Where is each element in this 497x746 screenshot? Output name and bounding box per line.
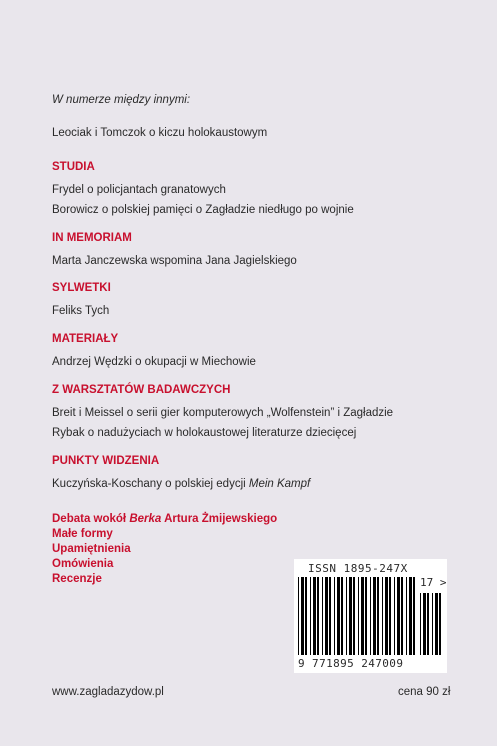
barcode-bar bbox=[397, 577, 400, 655]
barcode-bar bbox=[382, 577, 383, 655]
debate-prefix: Debata wokół bbox=[52, 513, 130, 525]
section-line: Feliks Tych bbox=[52, 305, 110, 317]
barcode-bar bbox=[329, 577, 331, 655]
barcode-bar bbox=[341, 577, 343, 655]
barcode-bar bbox=[313, 577, 316, 655]
section-studia bbox=[52, 160, 354, 220]
barcode-bar bbox=[301, 577, 304, 655]
barcode-bar bbox=[325, 577, 328, 655]
barcode-bar bbox=[310, 577, 311, 655]
barcode-bar bbox=[298, 577, 299, 655]
barcode-bar bbox=[385, 577, 388, 655]
section-punkty-widzenia bbox=[52, 454, 310, 494]
barcode-bar bbox=[401, 577, 403, 655]
book-title: Mein Kampf bbox=[248, 478, 311, 490]
section-title: Z WARSZTATÓW BADAWCZYCH bbox=[52, 384, 231, 396]
section-line: Breit i Meissel o serii gier komputerowych „Wolfenstein” i Zagładzie bbox=[52, 407, 394, 419]
section-title: SYLWETKI bbox=[52, 282, 111, 294]
debate-title: Berka bbox=[129, 513, 162, 525]
barcode-bar bbox=[373, 577, 376, 655]
debate-suffix: Artura Żmijewskiego bbox=[161, 513, 278, 525]
intro-heading: W numerze między innymi: bbox=[52, 94, 191, 106]
barcode-bar bbox=[432, 593, 433, 655]
section-sylwetki bbox=[52, 281, 111, 321]
section-line: Marta Janczewska wspomina Jana Jagielskiego bbox=[52, 255, 297, 267]
section-line bbox=[52, 474, 310, 494]
lead-article: Leociak i Tomczok o kiczu holokaustowym bbox=[52, 127, 268, 139]
barcode-number: 9 771895 247009 bbox=[298, 657, 404, 670]
barcode-bar bbox=[305, 577, 307, 655]
section-title: MATERIAŁY bbox=[52, 333, 119, 345]
barcode-bar bbox=[439, 593, 441, 655]
chevron-right-icon: > bbox=[439, 576, 447, 589]
section-line: Borowicz o polskiej pamięci o Zagładzie niedługo po wojnie bbox=[52, 204, 354, 216]
barcode-bar bbox=[409, 577, 412, 655]
barcode-bar bbox=[394, 577, 395, 655]
barcode-bar bbox=[337, 577, 340, 655]
barcode-bar bbox=[353, 577, 355, 655]
barcode-bar bbox=[389, 577, 391, 655]
section-materialy bbox=[52, 332, 256, 372]
extras-item: Recenzje bbox=[52, 573, 102, 585]
debate-line bbox=[52, 512, 277, 527]
barcode-bar bbox=[361, 577, 364, 655]
issn-label: ISSN 1895-247X bbox=[308, 562, 408, 575]
section-title: IN MEMORIAM bbox=[52, 232, 132, 244]
extras-item: Małe formy bbox=[52, 528, 113, 540]
website-link[interactable]: www.zagladazydow.pl bbox=[52, 686, 164, 698]
barcode-bar bbox=[423, 593, 426, 655]
barcode-bar bbox=[406, 577, 407, 655]
barcode-bar bbox=[358, 577, 359, 655]
line-text: Kuczyńska-Koschany o polskiej edycji bbox=[52, 478, 249, 490]
barcode-bar bbox=[435, 593, 438, 655]
extras-item: Upamiętnienia bbox=[52, 543, 131, 555]
barcode-bars bbox=[298, 577, 418, 655]
barcode-bar bbox=[427, 593, 429, 655]
section-line: Rybak o nadużyciach w holokaustowej literaturze dziecięcej bbox=[52, 427, 357, 439]
barcode-addon-number: 17 bbox=[420, 576, 434, 589]
extras-item: Omówienia bbox=[52, 558, 114, 570]
section-title: STUDIA bbox=[52, 161, 95, 173]
barcode-addon-label bbox=[420, 576, 447, 589]
barcode-bar bbox=[370, 577, 371, 655]
price-label: cena 90 zł bbox=[398, 686, 451, 698]
section-line: Andrzej Wędzki o okupacji w Miechowie bbox=[52, 356, 256, 368]
barcode-bar bbox=[377, 577, 379, 655]
barcode-bar bbox=[349, 577, 352, 655]
section-z-warsztatow bbox=[52, 383, 393, 443]
barcode-bar bbox=[365, 577, 367, 655]
isbn-barcode bbox=[294, 559, 447, 673]
barcode-bar bbox=[420, 593, 421, 655]
section-in-memoriam bbox=[52, 231, 297, 271]
extras-list bbox=[52, 512, 277, 587]
barcode-bar bbox=[317, 577, 319, 655]
barcode-bar bbox=[413, 577, 415, 655]
barcode-addon-bars bbox=[420, 593, 444, 655]
barcode-bar bbox=[334, 577, 335, 655]
barcode-bar bbox=[346, 577, 347, 655]
section-line: Frydel o policjantach granatowych bbox=[52, 184, 226, 196]
barcode-bar bbox=[322, 577, 323, 655]
section-title: PUNKTY WIDZENIA bbox=[52, 455, 160, 467]
